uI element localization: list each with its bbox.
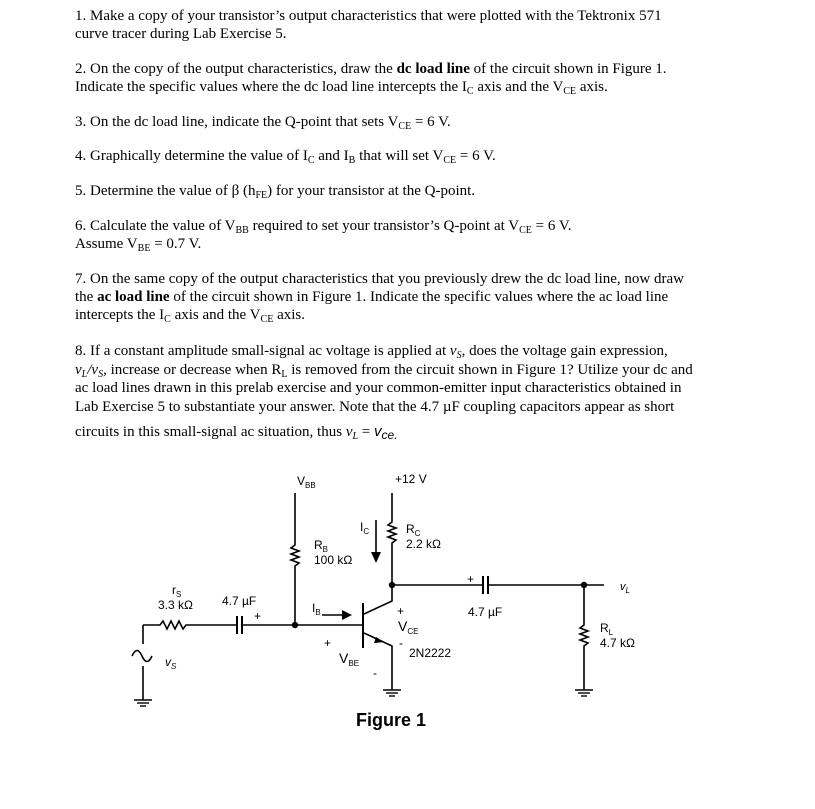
subscript: B [348, 155, 356, 166]
rs-value: 3.3 kΩ [158, 598, 193, 612]
question-text: Determine the value of β (h [90, 183, 256, 199]
question-text: axis and the V [473, 79, 564, 95]
ground-icon [134, 700, 152, 706]
emphasis-ac-load-line: ac load line [97, 289, 170, 305]
subscript: CE [519, 225, 532, 236]
subscript: C [307, 155, 315, 166]
subscript: CE [398, 121, 412, 132]
input-capacitor-value: 4.7 µF [222, 594, 257, 608]
junction-dot [389, 582, 395, 588]
figure-title: Figure 1 [356, 710, 427, 730]
question-text: is removed from the circuit shown in Figure 1? Utilize your dc and [287, 361, 693, 378]
question-text: , does the voltage gain expression, [461, 343, 668, 359]
question-text: of the circuit shown in Figure 1. [469, 61, 667, 77]
ground-icon [383, 690, 401, 696]
input-capacitor-icon [237, 616, 242, 634]
question-text: , increase or decrease when R [103, 361, 282, 378]
question-text: circuits in this small-signal ac situation, thus [75, 424, 346, 440]
subscript: CE [443, 155, 457, 166]
ac-source-icon [132, 651, 152, 662]
question-text: Lab Exercise 5 to substantiate your answer. Note that the 4.7 µF coupling capacitors appear as short [75, 398, 675, 415]
variable: v [345, 424, 353, 440]
question-text: ac load lines drawn in this prelab exercise and your common-emitter input characteristics obtained in [75, 380, 682, 396]
subscript: L [352, 431, 359, 442]
ib-label: $I_B$ [312, 601, 321, 617]
question-text: On the same copy of the output characteristics that you previously drew the dc load line, now draw [90, 271, 684, 287]
question-number: 8. [75, 343, 87, 359]
question-text: that will set V [355, 148, 444, 164]
subscript: ce. [381, 428, 398, 442]
subscript: BE [137, 243, 151, 254]
rc-label: $R_C$ [406, 522, 421, 538]
question-text: the [75, 289, 98, 305]
vbe-label: $V_{BE}$ [339, 650, 360, 668]
output-capacitor-polarity: + [467, 572, 475, 586]
question-text: Assume V [75, 236, 138, 252]
variable: v [91, 361, 99, 378]
question-text: Graphically determine the value of I [90, 148, 308, 164]
question-number: 1. [75, 8, 87, 24]
question-text: = 6 V. [411, 114, 451, 130]
question-text: required to set your transistor’s Q-point at V [248, 218, 520, 234]
input-capacitor-polarity: + [254, 609, 262, 623]
junction-dot [581, 582, 587, 588]
rb-value: 100 kΩ [314, 553, 353, 567]
rb-label: $R_B$ [314, 538, 329, 554]
vce-label: $V_{CE}$ [398, 618, 419, 636]
rl-resistor-icon [580, 585, 588, 690]
subscript: S [456, 350, 462, 361]
question-text: axis. [576, 79, 608, 95]
subscript: L [281, 368, 288, 380]
question-text: Calculate the value of V [90, 218, 236, 234]
question-text: Indicate the specific values where the dc load line intercepts the I [75, 79, 467, 95]
subscript: CE [260, 314, 274, 325]
ic-label: $I_C$ [360, 520, 370, 536]
question-number: 7. [75, 271, 87, 287]
question-text: On the dc load line, indicate the Q-point that sets V [90, 114, 399, 130]
question-text: axis and the V [170, 307, 261, 323]
rl-label: $R_L$ [600, 621, 614, 637]
junction-dot [292, 622, 298, 628]
question-text: = 0.7 V. [150, 236, 202, 252]
vce-minus: - [399, 636, 403, 650]
question-number: 4. [75, 148, 87, 164]
vbe-plus: + [324, 636, 332, 650]
question-number: 2. [75, 61, 87, 77]
rl-value: 4.7 kΩ [600, 636, 635, 650]
question-number: 3. [75, 114, 87, 130]
variable: v [75, 361, 82, 378]
question-text: intercepts the I [75, 307, 165, 323]
variable: v [374, 423, 382, 440]
ib-arrow-icon [322, 610, 352, 620]
output-capacitor-value: 4.7 µF [468, 605, 503, 619]
subscript: BB [235, 225, 249, 236]
question-text: axis. [273, 307, 305, 323]
question-text: If a constant amplitude small-signal ac voltage is applied at [90, 343, 450, 359]
question-text: and I [314, 148, 349, 164]
subscript: C [164, 314, 171, 325]
question-text: = [358, 424, 375, 440]
ic-arrow-icon [371, 520, 381, 563]
question-text: = 6 V. [456, 148, 496, 164]
vbb-label: $V_{BB}$ [297, 474, 316, 490]
subscript: FE [255, 190, 268, 201]
vs-label: $v_S$ [165, 655, 177, 671]
question-number: 6. [75, 218, 87, 234]
vbe-minus: - [373, 666, 377, 680]
vce-plus: + [397, 604, 405, 618]
subscript: C [466, 86, 474, 97]
question-text: = 6 V. [531, 218, 572, 234]
rs-resistor-icon [143, 621, 237, 629]
emphasis-dc-load-line: dc load line [396, 61, 470, 77]
question-text: curve tracer during Lab Exercise 5. [75, 26, 287, 42]
question-text: ) for your transistor at the Q-point. [267, 183, 476, 199]
subscript: CE [563, 86, 577, 97]
transistor-label: 2N2222 [409, 646, 452, 660]
supply-label: +12 V [395, 472, 427, 486]
rc-resistor-icon [388, 493, 396, 585]
question-text: Make a copy of your transistor’s output characteristics that were plotted with the Tektronix 571 [90, 8, 662, 24]
rs-label: $r_S$ [172, 583, 182, 599]
question-number: 5. [75, 183, 87, 199]
ground-icon [575, 690, 593, 696]
subscript: S [98, 368, 104, 380]
variable: v [449, 343, 457, 359]
question-text: On the copy of the output characteristics, draw the [90, 61, 397, 77]
question-text: of the circuit shown in Figure 1. Indicate the specific values where the ac load line [169, 289, 669, 305]
rc-value: 2.2 kΩ [406, 537, 441, 551]
vl-label: $v_L$ [620, 581, 630, 595]
variable: / [87, 361, 92, 378]
output-capacitor-icon [483, 576, 488, 594]
rb-resistor-icon [291, 493, 299, 625]
subscript: L [81, 368, 88, 380]
